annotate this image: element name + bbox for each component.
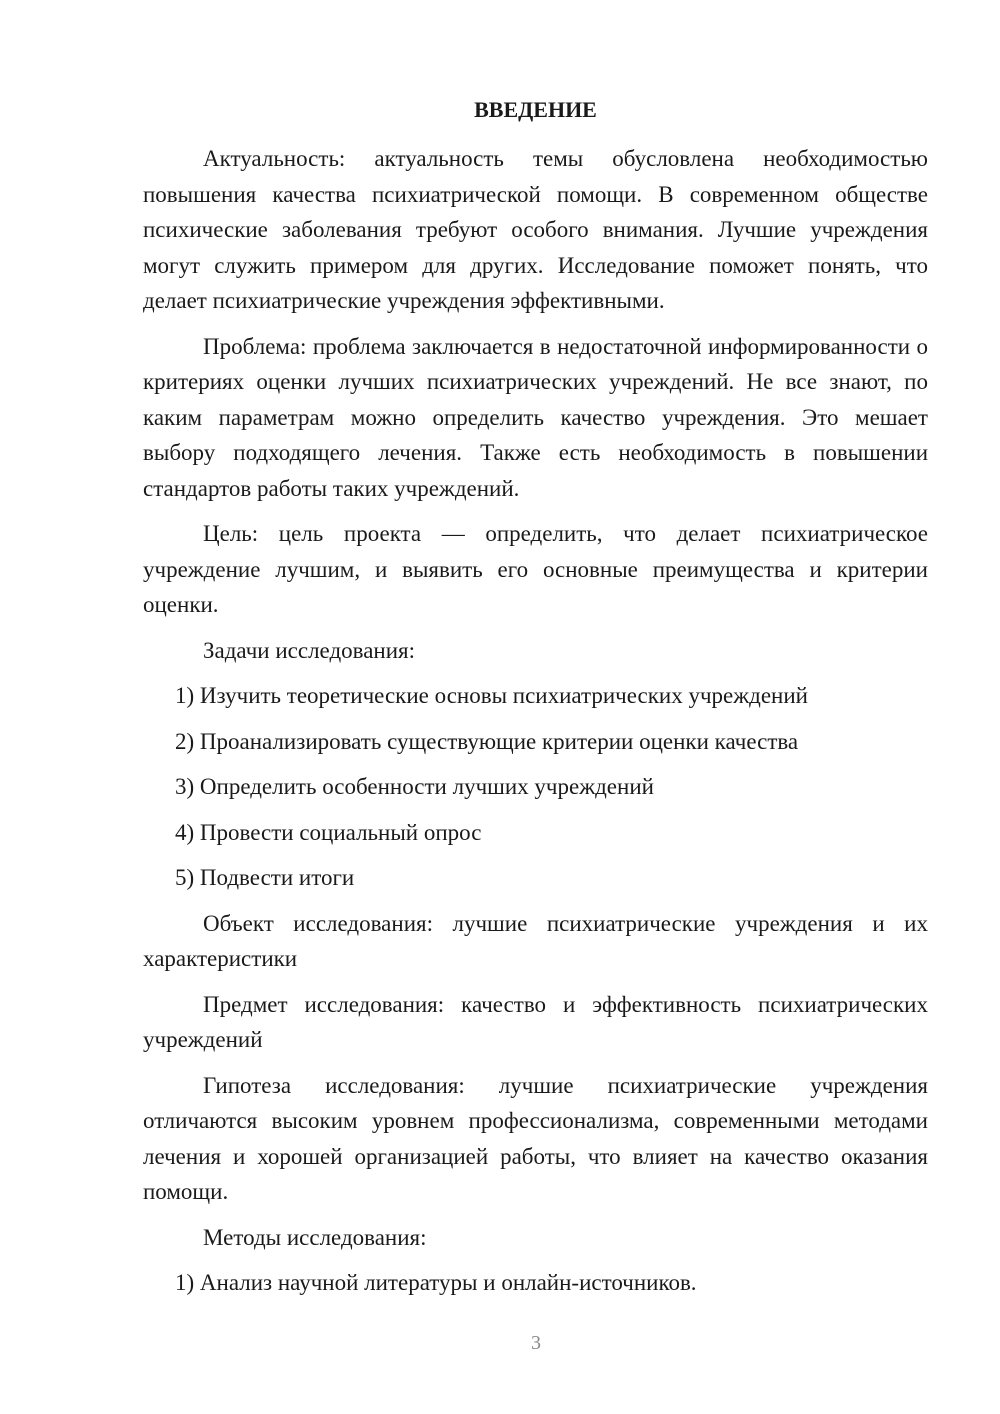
paragraph-relevance: Актуальность: актуальность темы обусловлена необходимостью повышения качества психиатрической помощи. В современном обществе психические заболевания требуют особого внимания. Лучшие учреждения могут служить примером для других. Исследование поможет понять, что делает психиатрические учреждения эффективными. — [143, 146, 928, 313]
list-item: 4) Провести социальный опрос — [175, 819, 482, 845]
list-item: 2) Проанализировать существующие критерии оценки качества — [175, 728, 799, 754]
paragraph-problem: Проблема: проблема заключается в недостаточной информированности о критериях оценки лучших психиатрических учреждений. Не все знают, по каким параметрам можно определить качество учреждения. Это мешает выбору подходящего лечения. Также есть необходимость в повышении стандартов работы таких учреждений. — [143, 333, 928, 501]
list-item: 3) Определить особенности лучших учреждений — [175, 774, 654, 799]
page-title: ВВЕДЕНИЕ — [474, 97, 597, 122]
methods-label: Методы исследования: — [203, 1224, 427, 1250]
paragraph-hypothesis: Гипотеза исследования: лучшие психиатрические учреждения отличаются высоким уровнем профессионализма, современными методами лечения и хорошей организацией работы, что влияет на качество оказания помощи. — [143, 1072, 928, 1204]
page-content — [143, 94, 928, 1311]
tasks-list — [143, 678, 928, 896]
list-item: 1) Анализ научной литературы и онлайн-источников. — [175, 1270, 697, 1295]
page-number: 3 — [531, 1332, 541, 1354]
tasks-label: Задачи исследования: — [203, 637, 416, 663]
paragraph-object: Объект исследования: лучшие психиатрические учреждения и их характеристики — [143, 910, 928, 971]
list-item: 1) Изучить теоретические основы психиатрических учреждений — [175, 683, 808, 708]
paragraph-goal: Цель: цель проекта — определить, что делает психиатрическое учреждение лучшим, и выявить его основные преимущества и критерии оценки. — [143, 521, 928, 617]
paragraph-subject: Предмет исследования: качество и эффективность психиатрических учреждений — [143, 991, 928, 1052]
list-item: 5) Подвести итоги — [175, 865, 355, 890]
methods-list — [143, 1265, 928, 1301]
